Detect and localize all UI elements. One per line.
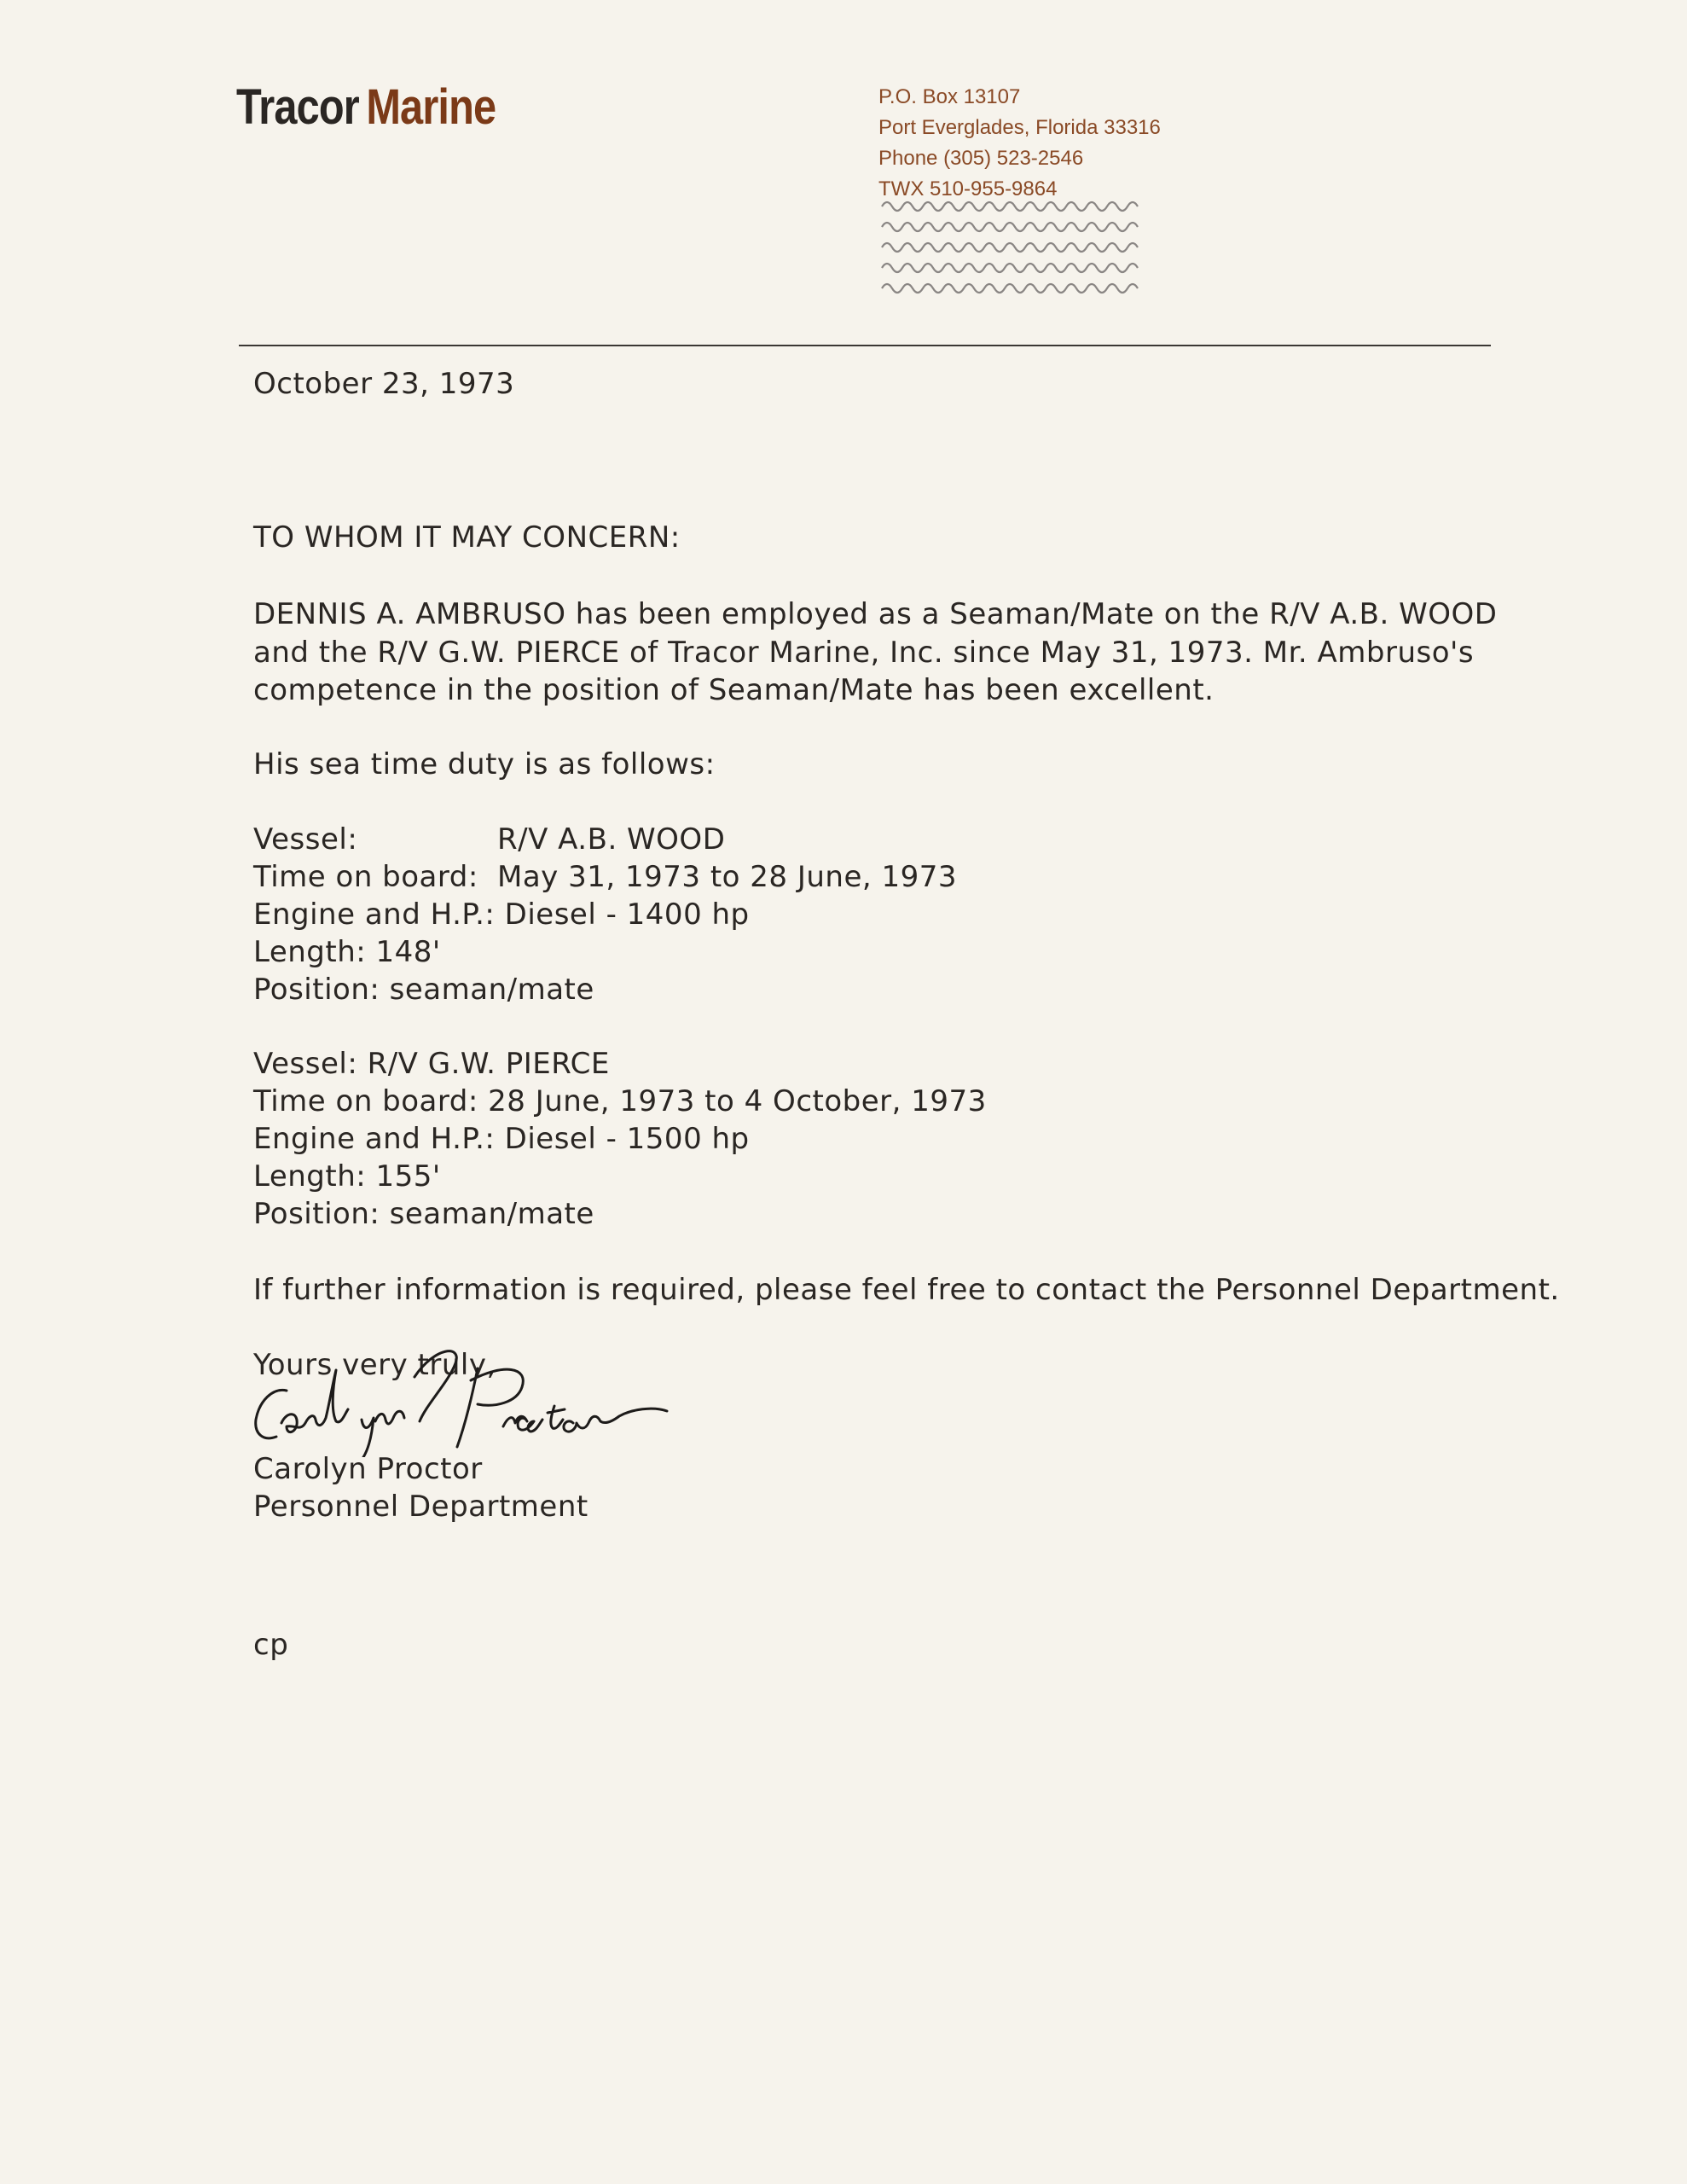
closing: Yours very truly,	[253, 1348, 496, 1382]
vessel1-length: Length: 148'	[253, 935, 441, 969]
vessel1-time-value: May 31, 1973 to 28 June, 1973	[497, 860, 958, 894]
intro-line: and the R/V G.W. PIERCE of Tracor Marine, Inc. since May 31, 1973. Mr. Ambruso's	[253, 635, 1475, 670]
address-line: Port Everglades, Florida 33316	[878, 116, 1161, 139]
brand-second-word: Marine	[366, 79, 496, 135]
company-logo	[236, 78, 496, 136]
vessel2-time: Time on board: 28 June, 1973 to 4 October, 1973	[253, 1084, 987, 1118]
signer-department: Personnel Department	[253, 1490, 588, 1524]
salutation: TO WHOM IT MAY CONCERN:	[253, 520, 681, 555]
letter-date: October 23, 1973	[253, 367, 515, 401]
address-line: P.O. Box 13107	[878, 85, 1021, 108]
vessel2-length: Length: 155'	[253, 1159, 441, 1194]
vessel2-engine: Engine and H.P.: Diesel - 1500 hp	[253, 1122, 750, 1156]
sea-time-intro: His sea time duty is as follows:	[253, 747, 716, 781]
intro-line: competence in the position of Seaman/Mate has been excellent.	[253, 673, 1215, 707]
company-address	[878, 82, 1161, 205]
address-line: TWX 510-955-9864	[878, 177, 1058, 200]
vessel2-position: Position: seaman/mate	[253, 1197, 594, 1231]
intro-line: DENNIS A. AMBRUSO has been employed as a Seaman/Mate on the R/V A.B. WOOD	[253, 597, 1498, 631]
vessel2-name: Vessel: R/V G.W. PIERCE	[253, 1047, 610, 1081]
intro-paragraph	[253, 595, 1497, 710]
vessel1-label: Vessel:	[253, 822, 358, 857]
vessel1-time-label: Time on board:	[253, 860, 478, 894]
brand-first-word: Tracor	[236, 79, 359, 135]
letterhead-divider	[239, 345, 1491, 346]
vessel1-engine: Engine and H.P.: Diesel - 1400 hp	[253, 897, 750, 932]
closing-request: If further information is required, please feel free to contact the Personnel Department.	[253, 1273, 1560, 1307]
wave-logo-icon	[880, 198, 1145, 300]
signer-name: Carolyn Proctor	[253, 1452, 483, 1486]
typist-initials: cp	[253, 1628, 289, 1662]
handwritten-signature	[247, 1338, 691, 1457]
vessel1-name: R/V A.B. WOOD	[497, 822, 726, 857]
address-line: Phone (305) 523-2546	[878, 147, 1084, 170]
vessel1-position: Position: seaman/mate	[253, 973, 594, 1007]
